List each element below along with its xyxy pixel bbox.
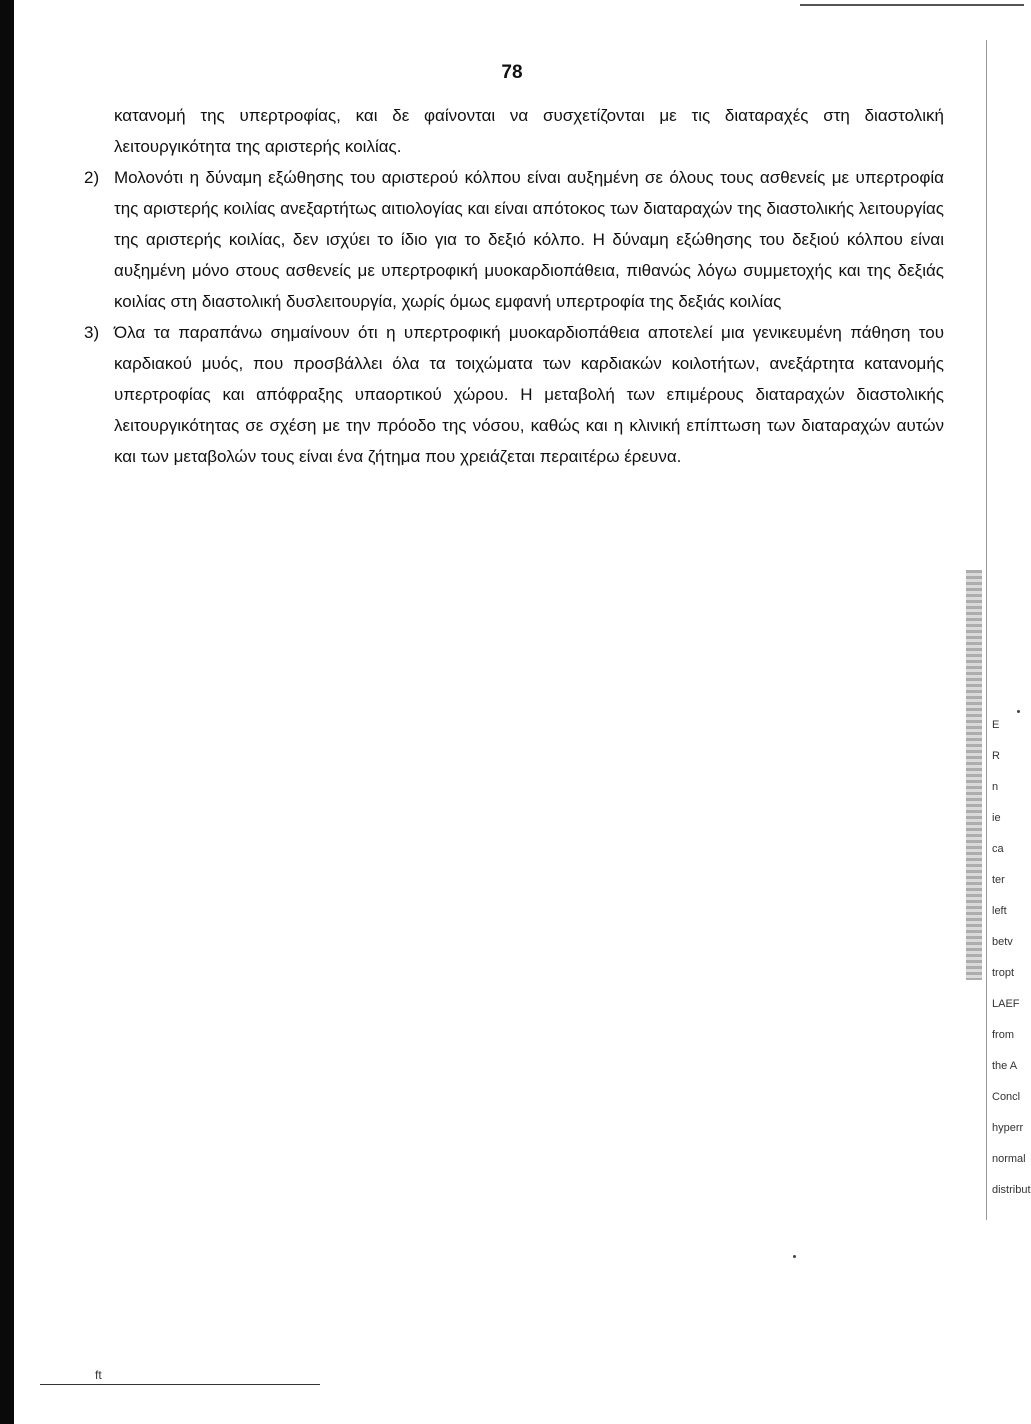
bleed-through-fragment: the A [992, 1060, 1018, 1072]
paragraph-number: 3) [84, 323, 100, 342]
bleed-through-fragment: betv [992, 936, 1013, 948]
body-text [84, 100, 944, 472]
bleed-through-text [992, 710, 1031, 1206]
bleed-through-fragment: hyperr [992, 1122, 1024, 1134]
bleed-through-fragment: R [992, 750, 1000, 762]
bleed-through-fragment: E [992, 719, 1000, 731]
scan-speck [793, 1255, 796, 1258]
page-number: 78 [501, 62, 523, 83]
bleed-through-shading [966, 570, 982, 980]
bleed-through-fragment: n [992, 781, 999, 793]
footer-mark: ft [95, 1368, 102, 1382]
paragraph-text: Μολονότι η δύναμη εξώθησης του αριστερού κόλπου είναι αυξημένη σε όλους τους ασθενείς με υπερτροφία της αριστερής κοιλίας ανεξαρτήτως αιτιολογίας και είναι απότοκος των διαταραχών της διαστολικής λειτουργίας της αριστερής κοιλίας, δεν ισχύει το ίδιο για το δεξιό κόλπο. Η δύναμη εξώθησης του δεξιού κόλπου είναι αυξημένη μόνο στους ασθενείς με υπερτροφική μυοκαρδιοπάθεια, πιθανώς λόγω συμμετοχής και της δεξιάς κοιλίας στη διαστολική δυσλειτουργία, χωρίς όμως εμφανή υπερτροφία της δεξιάς κοιλίας [114, 168, 944, 311]
numbered-paragraph-2 [84, 162, 944, 317]
bleed-through-fragment: ie [992, 812, 1001, 824]
paragraph-text: Όλα τα παραπάνω σημαίνουν ότι η υπερτροφική μυοκαρδιοπάθεια αποτελεί μια γενικευμένη πάθηση του καρδιακού μυός, που προσβάλλει όλα τα τοιχώματα των καρδιακών κοιλοτήτων, ανεξάρτητα κατανομής υπερτροφίας και απόφραξης υπαορτικού χώρου. Η μεταβολή των επιμέρους διαταραχών διαστολικής λειτουργικότητας σε σχέση με την πρόοδο της νόσου, καθώς και η κλινική επίπτωση των διαταραχών αυτών και των μεταβολών τους είναι ένα ζήτημα που χρειάζεται περαιτέρω έρευνα. [114, 323, 944, 466]
paragraph-continuation [84, 100, 944, 162]
bleed-through-fragment: LAEF [992, 998, 1020, 1010]
bleed-through-fragment: normal [992, 1153, 1026, 1165]
paragraph-text: κατανομή της υπερτροφίας, και δε φαίνονται να συσχετίζονται με τις διαταραχές στη διαστολική λειτουργικότητα της αριστερής κοιλίας. [114, 106, 944, 156]
bleed-through-fragment: ca [992, 843, 1004, 855]
bleed-through-fragment: left [992, 905, 1007, 917]
bleed-through-fragment: ter [992, 874, 1005, 886]
bleed-through-fragment: Concl [992, 1091, 1021, 1103]
scan-edge-left [0, 0, 14, 1424]
bleed-through-column [952, 540, 1031, 1196]
scan-speck [1017, 710, 1020, 713]
scan-edge-top [800, 4, 1024, 6]
bleed-through-fragment: distribut [992, 1184, 1031, 1196]
paragraph-number: 2) [84, 168, 100, 187]
numbered-paragraph-3 [84, 317, 944, 472]
bleed-through-fragment: tropt [992, 967, 1015, 979]
scan-edge-bottom [40, 1384, 320, 1385]
bleed-through-fragment: from [992, 1029, 1014, 1041]
